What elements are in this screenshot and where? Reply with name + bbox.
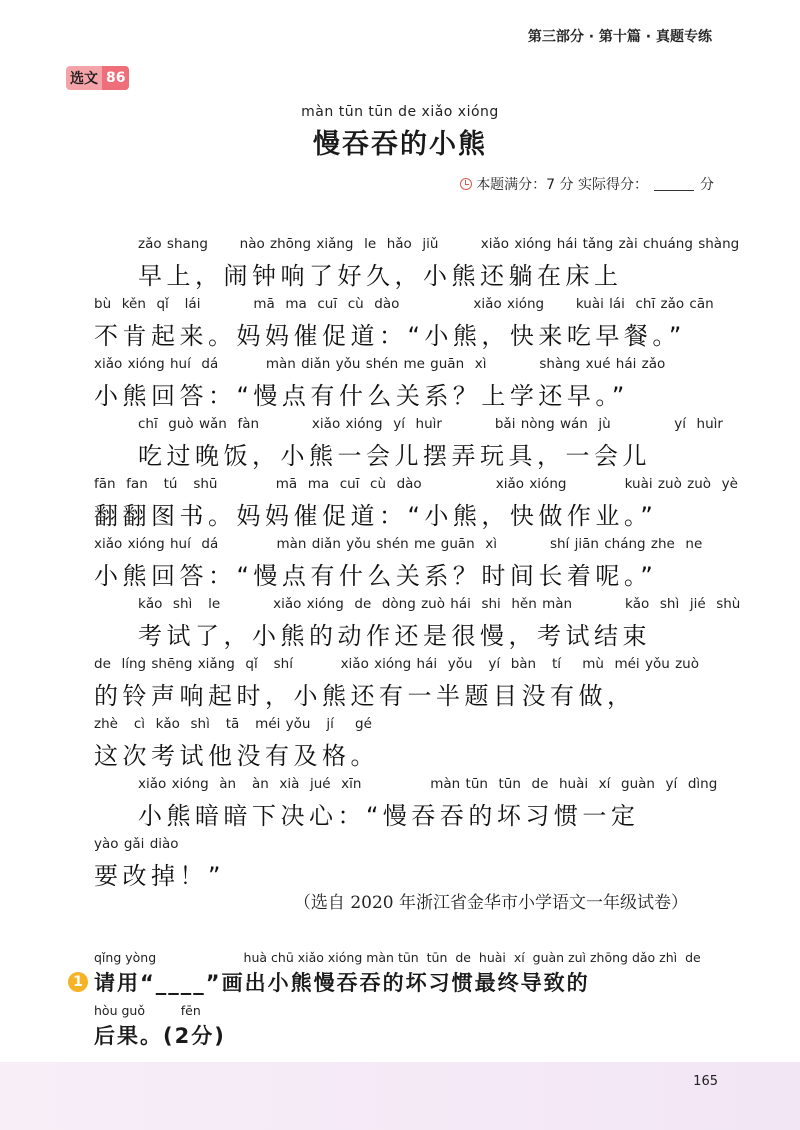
section-header: 第三部分 · 第十篇 · 真题专练	[527, 29, 712, 45]
story-line	[94, 836, 724, 896]
story-pinyin: chī guò wǎn fàn xiǎo xióng yí huìr bǎi nòng wán jù yí huìr	[138, 416, 723, 432]
question-text-line-1: 请用“____”画出小熊慢吞吞的坏习惯最终导致的	[94, 971, 590, 995]
score-label: 本题满分：7 分 实际得分：	[476, 177, 648, 193]
score-line	[460, 174, 714, 194]
question-pinyin-line-1: qǐng yòng huà chū xiǎo xióng màn tūn tūn de huài xí guàn zuì zhōng dǎo zhì de	[94, 950, 701, 965]
story-pinyin: bù kěn qǐ lái mā ma cuī cù dào xiǎo xióng kuài lái chī zǎo cān	[94, 296, 714, 312]
story-text: 的铃声响起时，小熊还有一半题目没有做，	[94, 682, 636, 710]
footer-band	[0, 1062, 800, 1130]
story-line	[94, 356, 724, 416]
question-pinyin-line-2: hòu guǒ fēn	[94, 1003, 201, 1018]
question-row	[68, 967, 728, 997]
question-1	[68, 950, 728, 1050]
story-pinyin: yào gǎi diào	[94, 836, 179, 852]
story-text: 翻翻图书。妈妈催促道：“小熊，快做作业。”	[94, 502, 658, 530]
passage-tag-number: 86	[102, 66, 129, 90]
story-text: 要改掉！”	[94, 862, 225, 890]
title-block	[0, 104, 800, 161]
page-title: 慢吞吞的小熊	[313, 129, 487, 160]
story-body	[94, 236, 741, 896]
question-number-badge: 1	[68, 972, 88, 992]
story-pinyin: xiǎo xióng àn àn xià jué xīn màn tūn tūn de huài xí guàn yí dìng	[138, 776, 718, 792]
passage-tag-label: 选文	[70, 71, 98, 87]
story-text: 小熊暗暗下决心：“慢吞吞的坏习惯一定	[138, 802, 640, 830]
story-line	[94, 296, 724, 356]
story-pinyin: zǎo shang nào zhōng xiǎng le hǎo jiǔ xiǎo xióng hái tǎng zài chuáng shàng	[138, 236, 740, 252]
story-pinyin: xiǎo xióng huí dá màn diǎn yǒu shén me guān xì shí jiān cháng zhe ne	[94, 536, 703, 552]
story-text: 小熊回答：“慢点有什么关系？时间长着呢。”	[94, 562, 658, 590]
story-line	[94, 416, 724, 476]
title-pinyin: màn tūn tūn de xiǎo xióng	[301, 104, 499, 120]
story-text: 早上，闹钟响了好久，小熊还躺在床上	[138, 262, 623, 290]
question-text-line-2: 后果。(2分)	[94, 1024, 226, 1048]
page-number: 165	[693, 1074, 718, 1089]
story-text: 小熊回答：“慢点有什么关系？上学还早。”	[94, 382, 629, 410]
story-pinyin: fān fan tú shū mā ma cuī cù dào xiǎo xióng kuài zuò zuò yè	[94, 476, 738, 492]
story-pinyin: de líng shēng xiǎng qǐ shí xiǎo xióng hái yǒu yí bàn tí mù méi yǒu zuò	[94, 656, 699, 672]
story-line	[94, 596, 741, 656]
story-line	[94, 236, 740, 296]
story-line	[94, 536, 724, 596]
story-text: 这次考试他没有及格。	[94, 742, 379, 770]
story-line	[94, 716, 724, 776]
story-text: 不肯起来。妈妈催促道：“小熊，快来吃早餐。”	[94, 322, 686, 350]
story-text: 考试了，小熊的动作还是很慢，考试结束	[138, 622, 651, 650]
story-line	[94, 776, 724, 836]
story-line	[94, 656, 724, 716]
score-blank	[654, 178, 694, 191]
story-pinyin: xiǎo xióng huí dá màn diǎn yǒu shén me guān xì shàng xué hái zǎo	[94, 356, 666, 372]
clock-icon	[460, 178, 472, 190]
score-unit: 分	[700, 177, 714, 193]
story-line	[94, 476, 738, 536]
story-pinyin: zhè cì kǎo shì tā méi yǒu jí gé	[94, 716, 372, 732]
story-text: 吃过晚饭，小熊一会儿摆弄玩具，一会儿	[138, 442, 651, 470]
passage-tag	[66, 66, 129, 90]
story-pinyin: kǎo shì le xiǎo xióng de dòng zuò hái shi hěn màn kǎo shì jié shù	[138, 596, 741, 612]
source-citation: （选自 2020 年浙江省金华市小学语文一年级试卷）	[293, 893, 688, 913]
